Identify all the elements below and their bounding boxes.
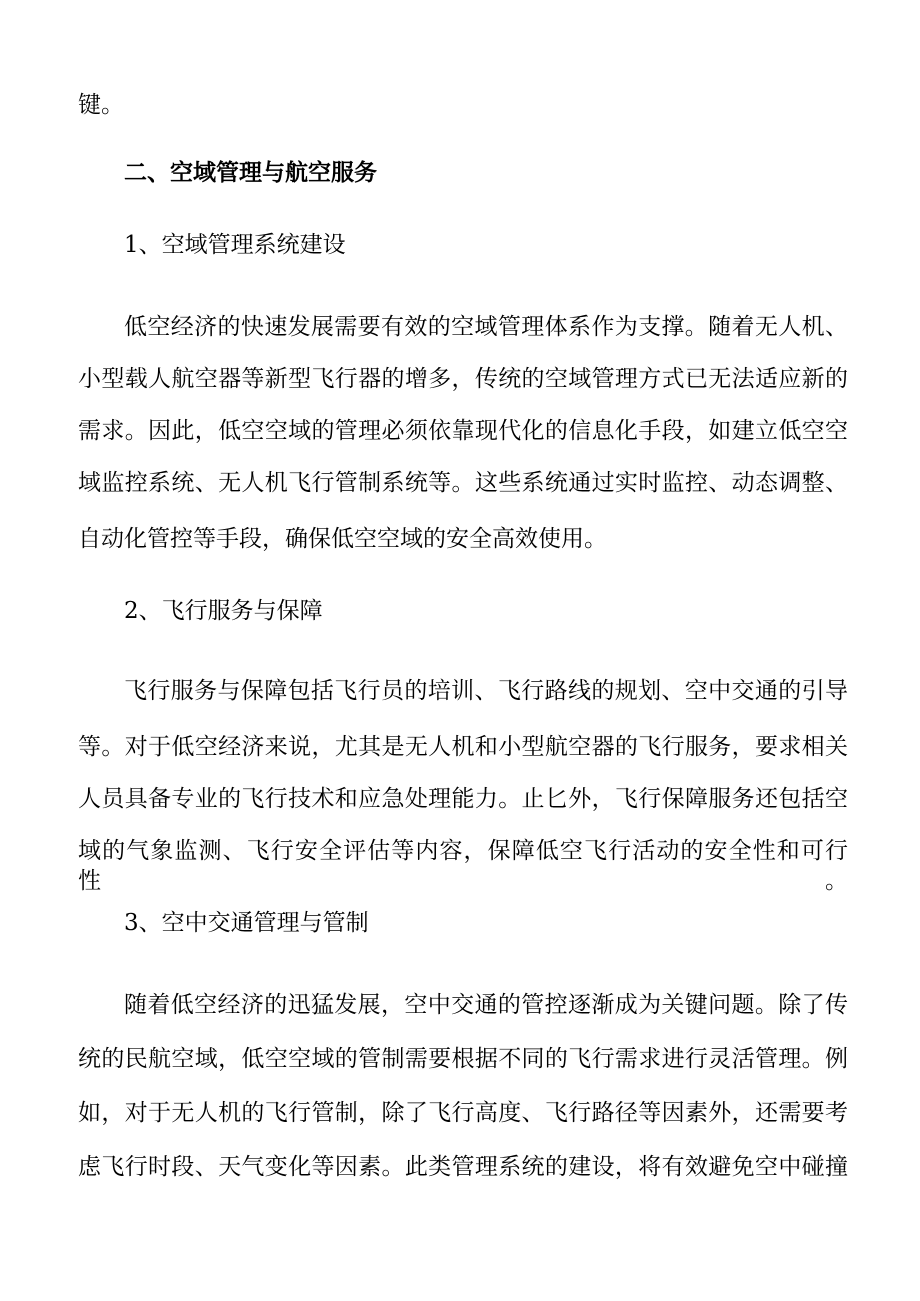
- paragraph-3-line-1: 随着低空经济的迅猛发展，空中交通的管控逐渐成为关键问题。除了传: [124, 992, 848, 1018]
- paragraph-3-line-4: 虑飞行时段、天气变化等因素。此类管理系统的建设，将有效避免空中碰撞: [78, 1154, 848, 1180]
- paragraph-2-line-3: 人员具备专业的飞行技术和应急处理能力。止匕外，飞行保障服务还包括空: [78, 786, 848, 812]
- paragraph-1-line-3: 需求。因此，低空空域的管理必须依靠现代化的信息化手段，如建立低空空: [78, 418, 848, 444]
- carry-over-text: 键。: [78, 92, 124, 118]
- paragraph-1-line-4: 域监控系统、无人机飞行管制系统等。这些系统通过实时监控、动态调整、: [78, 470, 848, 496]
- section-heading: 二、空域管理与航空服务: [124, 159, 377, 186]
- paragraph-3-line-2: 统的民航空域，低空空域的管制需要根据不同的飞行需求进行灵活管理。例: [78, 1046, 848, 1072]
- paragraph-1-line-1: 低空经济的快速发展需要有效的空域管理体系作为支撑。随着无人机、: [124, 314, 848, 340]
- subsection-heading-3: 3、空中交通管理与管制: [124, 910, 369, 936]
- paragraph-3-line-3: 如，对于无人机的飞行管制，除了飞行高度、飞行路径等因素外，还需要考: [78, 1100, 848, 1126]
- subsection-heading-1: 1、空域管理系统建设: [124, 232, 346, 258]
- paragraph-2-line-2: 等。对于低空经济来说，尤其是无人机和小型航空器的飞行服务，要求相关: [78, 734, 848, 760]
- paragraph-1-line-2: 小型载人航空器等新型飞行器的增多，传统的空域管理方式已无法适应新的: [78, 366, 848, 392]
- subsection-heading-2: 2、飞行服务与保障: [124, 598, 323, 624]
- paragraph-2-line-4: 域的气象监测、飞行安全评估等内容，保障低空飞行活动的安全性和可行性。: [78, 838, 848, 894]
- paragraph-2-line-1: 飞行服务与保障包括飞行员的培训、飞行路线的规划、空中交通的引导: [124, 678, 848, 704]
- paragraph-1-line-5: 自动化管控等手段，确保低空空域的安全高效使用。: [78, 526, 607, 552]
